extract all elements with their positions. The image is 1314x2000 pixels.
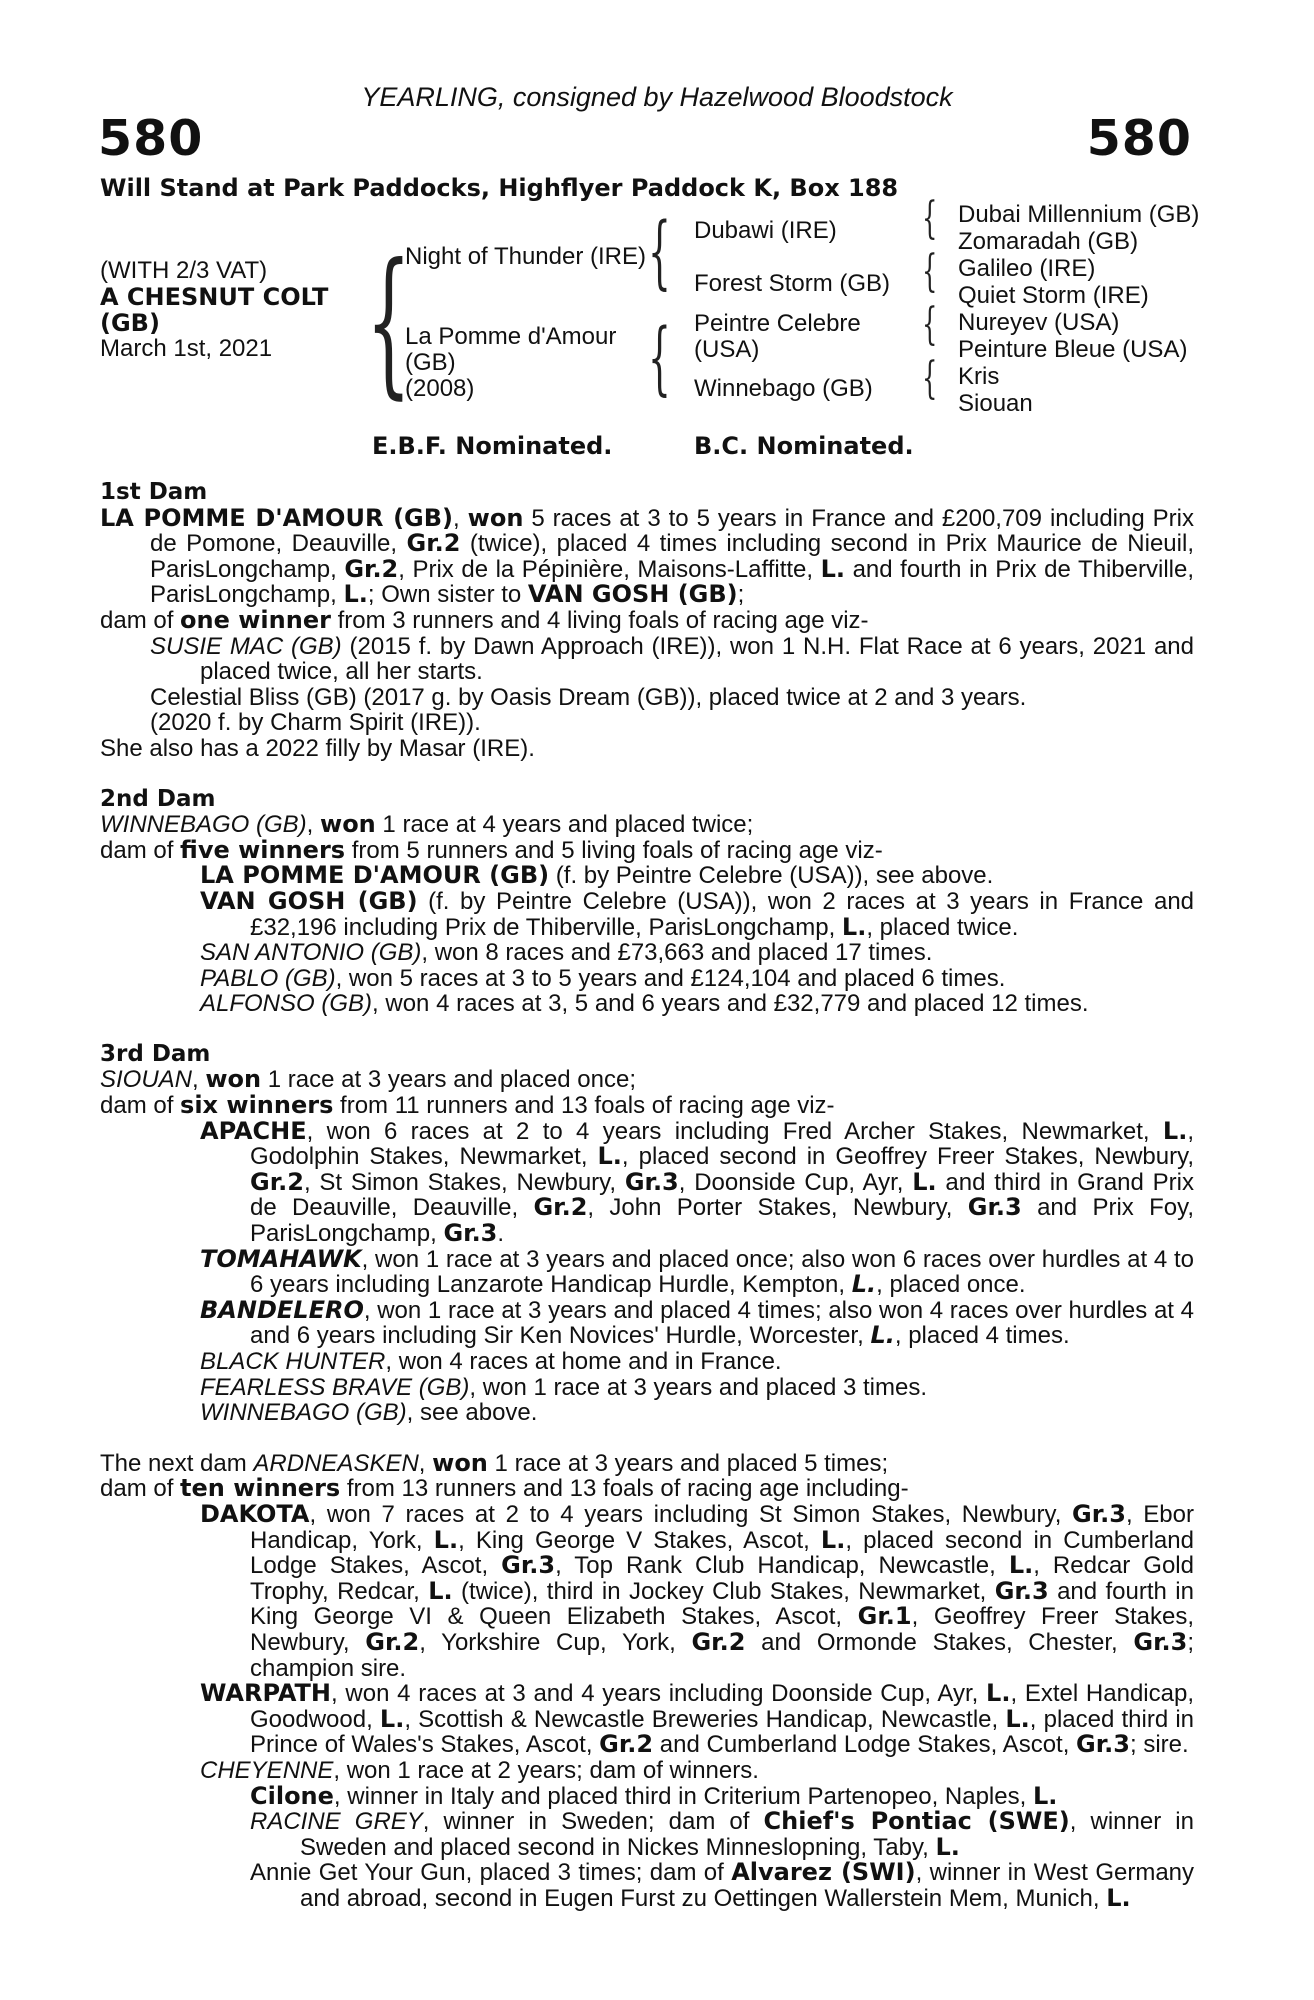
list-item: Annie Get Your Gun, placed 3 times; dam of Alvarez (SWI), winner in West Germany and abroad, second in Eugen Furst zu Oettingen Wallerstein Mem, Munich, L. [250, 1858, 1195, 1912]
pedigree-brace-ds: { [922, 299, 938, 350]
list-item: APACHE, won 6 races at 2 to 4 years including Fred Archer Stakes, Newmarket, L., Godolphin Stakes, Newmarket, L., placed second in Geoffrey Freer Stakes, Newbury, Gr.2, St Simon Stakes, Newbury, Gr.3, Doonside Cup, Ayr, L. and third in Grand Prix de Deauville, Deauville, Gr.2, John Porter Stakes, Newbury, Gr.3 and Prix Foy, ParisLongchamp, Gr.3. [200, 1116, 1195, 1248]
list-item: PABLO (GB), won 5 races at 3 to 5 years and £124,104 and placed 6 times. [200, 964, 1006, 992]
pedigree-brace-ss: { [922, 193, 938, 244]
stand-location: Will Stand at Park Paddocks, Highflyer Paddock K, Box 188 [100, 174, 899, 202]
pedigree-dam-sire-line2: (USA) [694, 336, 760, 363]
third-dam-record: SIOUAN, won 1 race at 3 years and placed once; [100, 1065, 637, 1094]
pedigree-dsd: Peinture Bleue (USA) [958, 336, 1188, 363]
horse-origin: (GB) [100, 309, 160, 337]
list-item: BANDELERO, won 1 race at 3 years and placed 4 times; also won 4 races over hurdles at 4 and 6 years including Sir Ken Novices' Hurdle, Worcester, L., placed 4 times. [200, 1295, 1194, 1350]
second-dam-heading: 2nd Dam [100, 785, 216, 812]
list-item: BLACK HUNTER, won 4 races at home and in France. [200, 1348, 782, 1375]
first-dam-heading: 1st Dam [100, 479, 208, 505]
pedigree-dam-year: (2008) [405, 375, 475, 402]
vat-note: (WITH 2/3 VAT) [100, 257, 268, 284]
consignment-line: YEARLING, consigned by Hazelwood Bloodstock [361, 82, 953, 112]
dam-pages [100, 480, 1194, 1911]
foaling-date: March 1st, 2021 [100, 335, 273, 362]
second-dam-record: WINNEBAGO (GB), won 1 race at 4 years and placed twice; [100, 810, 754, 839]
list-item: FEARLESS BRAVE (GB), won 1 race at 3 years and placed 3 times. [200, 1373, 928, 1401]
own-sister: VAN GOSH (GB) [527, 580, 738, 609]
list-item: TOMAHAWK, won 1 race at 3 years and placed once; also won 6 races over hurdles at 4 to 6 years including Lanzarote Handicap Hurdle, Kempton, L., placed once. [200, 1244, 1194, 1299]
list-item: SAN ANTONIO (GB), won 8 races and £73,663 and placed 17 times. [200, 939, 933, 967]
won-label: won [467, 503, 524, 532]
first-dam-record: LA POMME D'AMOUR (GB), won 5 races at 3 to 5 years in France and £200,709 including Prix de Pomone, Deauville, Gr.2 (twice), placed 4 times including second in Prix Maurice de Nieuil, ParisLongchamp, Gr.2, Prix de la Pépinière, Maisons-Laffitte, L. and fourth in Prix de Thiberville, ParisLongchamp, L.; Own sister to VAN GOSH (GB); [100, 503, 1195, 609]
list-item: ALFONSO (GB), won 4 races at 3, 5 and 6 years and £32,779 and placed 12 times. [200, 990, 1089, 1018]
list-item: VAN GOSH (GB) (f. by Peintre Celebre (USA)), won 2 races at 3 years in France and £32,196 including Prix de Thiberville, ParisLongchamp, L., placed twice. [200, 886, 1195, 941]
next-dam-produce: dam of ten winners from 13 runners and 13 foals of racing age including- [100, 1474, 909, 1503]
bc-nomination: B.C. Nominated. [694, 432, 914, 460]
pedigree-brace-dam: { [648, 311, 671, 404]
pedigree-sds: Galileo (IRE) [958, 255, 1096, 282]
pedigree-ssd: Zomaradah (GB) [958, 228, 1139, 255]
pedigree-sire: Night of Thunder (IRE) [405, 243, 646, 270]
list-item: (2020 f. by Charm Spirit (IRE)). [150, 709, 481, 737]
pedigree-brace-main: { [366, 230, 412, 414]
pedigree-sire-sire: Dubawi (IRE) [694, 217, 837, 244]
lot-number-right: 580 [1086, 110, 1192, 167]
list-item: Cilone, winner in Italy and placed third in Criterium Partenopeo, Naples, L. [250, 1781, 1058, 1810]
pedigree-dss: Nureyev (USA) [958, 309, 1120, 336]
first-dam-produce: dam of one winner from 3 runners and 4 living foals of racing age viz- [100, 605, 869, 634]
next-dam-record: The next dam ARDNEASKEN, won 1 race at 3 years and placed 5 times; [100, 1448, 889, 1477]
second-dam-produce: dam of five winners from 5 runners and 5 living foals of racing age viz- [100, 835, 883, 864]
horse-name: A CHESNUT COLT [100, 283, 329, 311]
pedigree-dam-line2: (GB) [405, 349, 456, 376]
pedigree-sdd: Quiet Storm (IRE) [958, 282, 1149, 309]
list-item: DAKOTA, won 7 races at 2 to 4 years including St Simon Stakes, Newbury, Gr.3, Ebor Handicap, York, L., King George V Stakes, Ascot, L., placed second in Cumberland Lodge Stakes, Ascot, Gr.3, Top Rank Club Handicap, Newcastle, L., Redcar Gold Trophy, Redcar, L. (twice), third in Jockey Club Stakes, Newmarket, Gr.3 and fourth in King George VI & Queen Elizabeth Stakes, Ascot, Gr.1, Geoffrey Freer Stakes, Newbury, Gr.2, Yorkshire Cup, York, Gr.2 and Ormonde Stakes, Chester, Gr.3; champion sire. [200, 1499, 1195, 1682]
third-dam-produce: dam of six winners from 11 runners and 13 foals of racing age viz- [100, 1091, 835, 1120]
third-dam-heading: 3rd Dam [100, 1040, 211, 1067]
pedigree-dam-sire-line1: Peintre Celebre [694, 310, 861, 337]
lot-number-left: 580 [98, 110, 204, 167]
list-item: WARPATH, won 4 races at 3 and 4 years including Doonside Cup, Ayr, L., Extel Handicap, Goodwood, L., Scottish & Newcastle Breweries Handicap, Newcastle, L., placed third in Prince of Wales's Stakes, Ascot, Gr.2 and Cumberland Lodge Stakes, Ascot, Gr.3; sire. [200, 1679, 1195, 1759]
pedigree-brace-sd: { [922, 246, 938, 297]
list-item: LA POMME D'AMOUR (GB) (f. by Peintre Celebre (USA)), see above. [200, 861, 994, 890]
list-item: CHEYENNE, won 1 race at 2 years; dam of winners. [200, 1756, 759, 1784]
list-item: SUSIE MAC (GB) (2015 f. by Dawn Approach (IRE)), won 1 N.H. Flat Race at 6 years, 2021 and placed twice, all her starts. [150, 632, 1194, 686]
ebf-nomination: E.B.F. Nominated. [372, 432, 613, 460]
pedigree-brace-sire: { [648, 205, 671, 298]
list-item: WINNEBAGO (GB), see above. [200, 1399, 538, 1427]
pedigree-dam-line1: La Pomme d'Amour [405, 323, 617, 350]
pedigree-brace-dd: { [922, 353, 938, 404]
pedigree-sss: Dubai Millennium (GB) [958, 201, 1200, 228]
first-dam-name: LA POMME D'AMOUR (GB) [100, 503, 454, 532]
pedigree-ddd: Siouan [958, 390, 1033, 417]
first-dam-also: She also has a 2022 filly by Masar (IRE). [100, 734, 535, 762]
pedigree-dam-dam: Winnebago (GB) [694, 375, 873, 402]
list-item: RACINE GREY, winner in Sweden; dam of Chief's Pontiac (SWE), winner in Sweden and placed second in Nickes Minneslopning, Taby, L. [250, 1807, 1194, 1861]
pedigree-sire-dam: Forest Storm (GB) [694, 270, 891, 297]
list-item: Celestial Bliss (GB) (2017 g. by Oasis Dream (GB)), placed twice at 2 and 3 years. [150, 683, 1027, 711]
pedigree-dds: Kris [958, 363, 1000, 390]
